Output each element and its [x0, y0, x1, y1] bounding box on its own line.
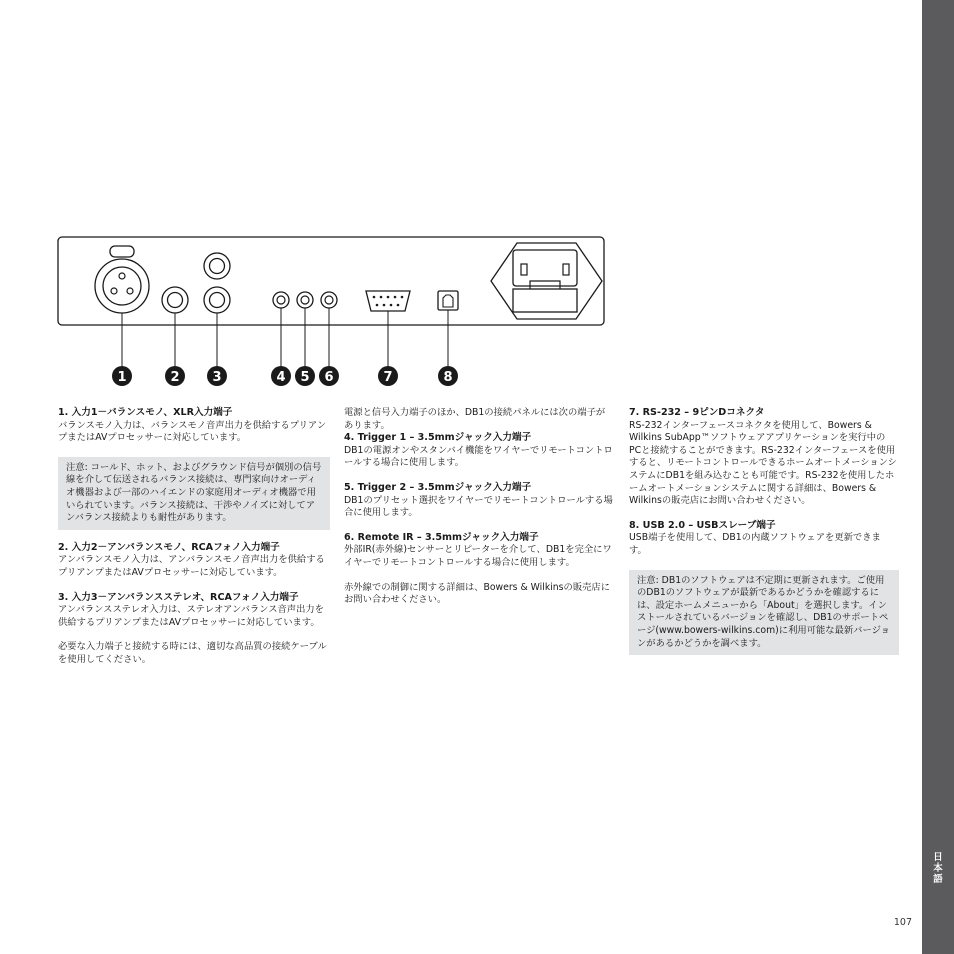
cable-advice-text: 必要な入力端子と接続する時には、適切な高品質の接続ケーブルを使用してください。	[58, 641, 327, 665]
rca-mono-jack-icon	[162, 287, 188, 313]
callout-marker-4	[271, 366, 291, 386]
callout-marker-8	[438, 366, 458, 386]
trigger-1-heading: 4. Trigger 1 – 3.5mmジャック入力端子	[344, 432, 532, 444]
remote-ir-heading: 6. Remote IR – 3.5mmジャック入力端子	[344, 531, 539, 543]
trigger-1-jack-icon	[273, 292, 289, 308]
connection-panel-diagram	[0, 0, 954, 400]
callout-marker-1	[112, 366, 132, 386]
input-2-description: アンバランスモノ入力は、アンバランスモノ音声出力を供給するプリアンプまたはAVプロセッサーに対応しています。	[58, 554, 325, 578]
callout-number: 4	[276, 370, 286, 385]
remote-ir-description: 外部IR(赤外線)センサーとリピーターを介して、DB1を完全にワイヤーでリモートコントロールする場合に使用します。	[344, 544, 612, 568]
right-column	[629, 407, 897, 667]
note-text: 注意: DB1のソフトウェアは不定期に更新されます。ご使用のDB1のソフトウェアが最新であるかどうかを確認するには、設定ホームメニューから「About」を選択します。インストールされているバージョンを確認し、DB1のサポートページ(www.bowers-wilkins.com)に利用可能な最新バージョンがあるかどうかを調べます。	[637, 574, 890, 649]
terminals-intro-text: 電源と信号入力端子のほか、DB1の接続パネルには次の端子があります。	[344, 407, 606, 431]
rs232-description: RS-232インターフェースコネクタを使用して、Bowers & Wilkins SubApp™ソフトウェアアプリケーションを実行中のPCと接続することができます。RS-232インターフェースを使用すると、リモートコントロールできるホームオートメーションシステムにDB1を組み込むことも可能です。RS-232を使用したホームオートメーションシステムに関する詳細は、Bowers & Wilkinsの販売店にお問い合わせください。	[629, 419, 897, 507]
callout-number: 1	[117, 370, 127, 385]
input-3-heading: 3. 入力3－アンバランスステレオ、RCAフォノ入力端子	[58, 591, 299, 603]
callout-number: 2	[170, 370, 180, 385]
rs232-section	[629, 407, 897, 508]
trigger-1-section	[344, 432, 614, 470]
usb-heading: 8. USB 2.0 – USBスレーブ端子	[629, 519, 776, 531]
trigger-2-section	[344, 482, 614, 520]
callout-number: 3	[212, 370, 222, 385]
rs232-heading: 7. RS-232 – 9ピンDコネクタ	[629, 407, 765, 418]
callout-number: 6	[324, 370, 334, 385]
trigger-1-description: DB1の電源オンやスタンバイ機能をワイヤーでリモートコントロールする場合に使用します。	[344, 444, 613, 469]
callout-number: 5	[300, 370, 310, 385]
callout-number: 7	[383, 370, 393, 385]
middle-column	[344, 407, 614, 607]
callout-number: 8	[443, 370, 453, 385]
usb-b-port-icon	[438, 291, 458, 310]
input-2-section	[58, 542, 328, 580]
ir-dealer-text: 赤外線での制御に関する詳細は、Bowers & Wilkinsの販売店にお問い合わせください。	[344, 581, 611, 606]
input-1-description: バランスモノ入力は、バランスモノ音声出力を供給するプリアンプまたはAVプロセッサーに対応しています。	[58, 419, 327, 444]
remote-ir-section	[344, 532, 614, 570]
remote-ir-jack-icon	[321, 292, 337, 308]
callout-marker-2	[165, 366, 185, 386]
note-text: 注意: コールド、ホット、およびグラウンド信号が個別の信号線を介して伝送されるバランス接続は、専門家向けオーディオ機器および一部のハイエンドの家庭用オーディオ機器で用いられています。バランス接続は、干渉やノイズに対してアンバランス接続よりも耐性があります。	[66, 461, 322, 524]
language-label: 日本語	[933, 852, 943, 885]
page-number: 107	[893, 917, 912, 928]
left-column	[58, 407, 328, 667]
callout-marker-5	[295, 366, 315, 386]
trigger-2-description: DB1のプリセット選択をワイヤーでリモートコントロールする場合に使用します。	[344, 494, 613, 519]
input-1-section	[58, 407, 328, 445]
input-3-description: アンバランスステレオ入力は、ステレオアンバランス音声出力を供給するプリアンプまたはAVプロセッサーに対応しています。	[58, 604, 324, 628]
balanced-connection-note	[58, 457, 330, 530]
software-update-note	[629, 570, 899, 656]
rs232-connector-icon	[366, 291, 410, 311]
callout-marker-3	[207, 366, 227, 386]
input-3-section	[58, 592, 328, 630]
trigger-2-heading: 5. Trigger 2 – 3.5mmジャック入力端子	[344, 481, 532, 493]
input-1-heading: 1. 入力1－バランスモノ、XLR入力端子	[58, 407, 233, 418]
usb-description: USB端子を使用して、DB1の内蔵ソフトウェアを更新できます。	[629, 532, 881, 556]
callout-marker-6	[319, 366, 339, 386]
trigger-2-jack-icon	[297, 292, 313, 308]
callout-marker-7	[378, 366, 398, 386]
usb-section	[629, 520, 897, 558]
input-2-heading: 2. 入力2－アンバランスモノ、RCAフォノ入力端子	[58, 541, 280, 553]
